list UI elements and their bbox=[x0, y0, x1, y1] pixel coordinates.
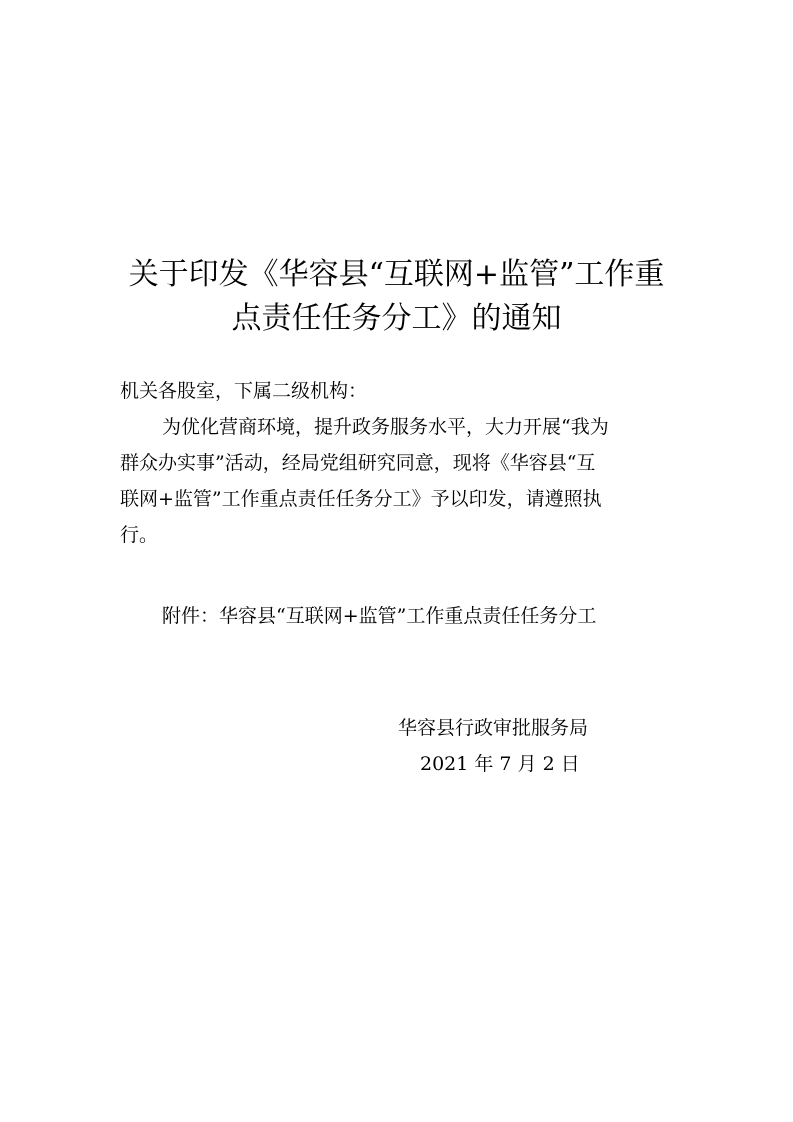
body-paragraph bbox=[120, 409, 678, 553]
body-line-2: 群众办实事”活动，经局党组研究同意，现将《华容县“互 bbox=[120, 452, 596, 474]
issue-date: 2021 年 7 月 2 日 bbox=[420, 753, 580, 775]
issuing-agency: 华容县行政审批服务局 bbox=[398, 717, 589, 739]
title-line-1: 关于印发《华容县“互联网+监管”工作重 bbox=[128, 257, 665, 292]
salutation: 机关各股室，下属二级机构： bbox=[120, 380, 368, 402]
body-line-3: 联网+监管”工作重点责任任务分工》予以印发，请遵照执 bbox=[120, 488, 602, 510]
title-line-2: 点责任任务分工》的通知 bbox=[231, 301, 562, 336]
attachment-note: 附件：华容县“互联网+监管”工作重点责任任务分工 bbox=[162, 605, 597, 627]
document-title bbox=[100, 253, 693, 341]
body-line-1: 为优化营商环境，提升政务服务水平，大力开展“我为 bbox=[162, 416, 609, 438]
body-line-4: 行。 bbox=[120, 524, 159, 546]
